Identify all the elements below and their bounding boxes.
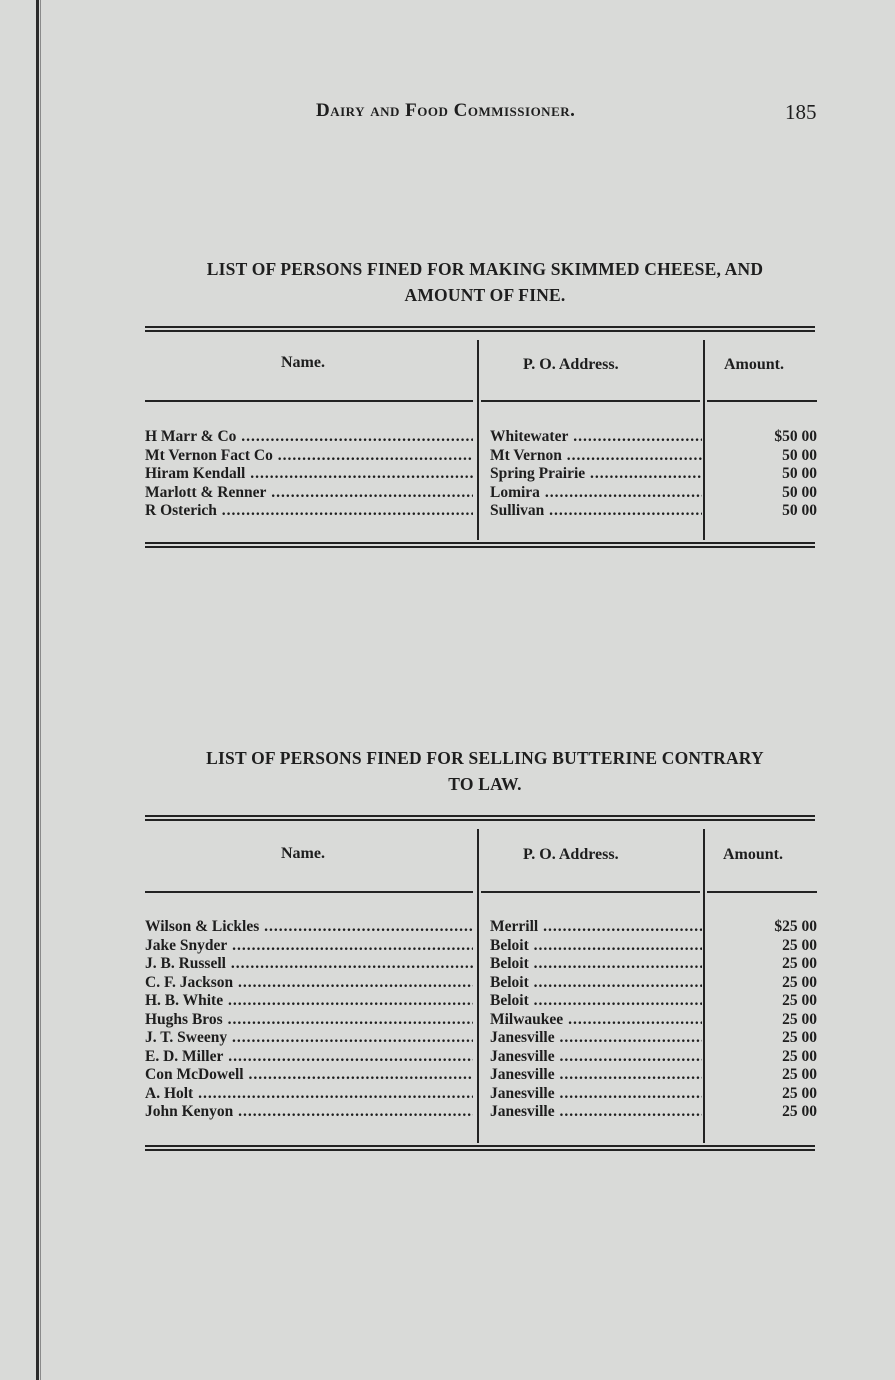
table2-top-rule bbox=[145, 815, 815, 821]
row-name: J. B. Russell ..... bbox=[145, 955, 473, 974]
table2-header-amount: Amount. bbox=[723, 846, 784, 863]
table2-header-address: P. O. Address. bbox=[523, 846, 619, 863]
table1-header-rule-address bbox=[481, 400, 700, 402]
page-binding-shadow bbox=[40, 0, 41, 1380]
row-amount: 25 00 bbox=[782, 1084, 817, 1102]
table-row bbox=[145, 1011, 817, 1030]
row-amount: 25 00 bbox=[782, 1010, 817, 1028]
row-address: Janesville ..... bbox=[490, 1048, 702, 1067]
table1-rows bbox=[145, 428, 817, 521]
table1-header-rule-amount bbox=[707, 400, 817, 402]
table-row bbox=[145, 465, 817, 484]
row-amount: 25 00 bbox=[782, 992, 817, 1009]
table2-title bbox=[140, 745, 830, 797]
row-amount: 50 00 bbox=[782, 483, 817, 501]
row-amount: 50 00 bbox=[782, 446, 817, 464]
table-row bbox=[145, 1048, 817, 1067]
row-name: E. D. Miller ..... bbox=[145, 1048, 473, 1067]
table-row bbox=[145, 484, 817, 503]
row-address: Beloit ..... bbox=[490, 937, 702, 956]
row-address: Janesville ..... bbox=[490, 1066, 702, 1085]
table1-header-rule-name bbox=[145, 400, 473, 402]
table-row bbox=[145, 1066, 817, 1085]
row-name: Con McDowell ..... bbox=[145, 1066, 473, 1085]
row-name: John Kenyon ..... bbox=[145, 1103, 473, 1122]
table1-header-address: P. O. Address. bbox=[523, 356, 619, 373]
row-address: Beloit ..... bbox=[490, 955, 702, 974]
row-name: Mt Vernon Fact Co ..... bbox=[145, 447, 473, 466]
row-name: A. Holt ..... bbox=[145, 1085, 473, 1104]
row-address: Milwaukee ..... bbox=[490, 1011, 702, 1030]
row-amount: 50 00 bbox=[782, 502, 817, 519]
table-row bbox=[145, 918, 817, 937]
table-row bbox=[145, 992, 817, 1011]
row-amount: $25 00 bbox=[774, 918, 817, 935]
table1-header-name: Name. bbox=[281, 354, 325, 371]
row-amount: 25 00 bbox=[782, 936, 817, 954]
table2-bottom-rule bbox=[145, 1145, 815, 1151]
row-address: Whitewater ..... bbox=[490, 428, 702, 447]
table2-header-rule-amount bbox=[707, 891, 817, 893]
row-address: Janesville ..... bbox=[490, 1029, 702, 1048]
row-address: Mt Vernon ..... bbox=[490, 447, 702, 466]
row-name: H. B. White ..... bbox=[145, 992, 473, 1011]
row-name: C. F. Jackson ..... bbox=[145, 974, 473, 993]
row-address: Beloit ..... bbox=[490, 992, 702, 1011]
row-address: Spring Prairie ..... bbox=[490, 465, 702, 484]
row-amount: 25 00 bbox=[782, 1047, 817, 1065]
table-row bbox=[145, 502, 817, 521]
running-head bbox=[0, 100, 895, 128]
row-address: Sullivan ..... bbox=[490, 502, 702, 521]
table2-header-rule-address bbox=[481, 891, 700, 893]
table-row bbox=[145, 937, 817, 956]
row-amount: $50 00 bbox=[774, 428, 817, 445]
row-address: Lomira ..... bbox=[490, 484, 702, 503]
row-amount: 50 00 bbox=[782, 465, 817, 482]
row-amount: 25 00 bbox=[782, 973, 817, 991]
row-amount: 25 00 bbox=[782, 1103, 817, 1120]
table-row bbox=[145, 428, 817, 447]
row-address: Merrill ..... bbox=[490, 918, 702, 937]
table2-header-rule-name bbox=[145, 891, 473, 893]
table1-title-line1: LIST OF PERSONS FINED FOR MAKING SKIMMED CHEESE, AND bbox=[206, 259, 764, 279]
row-name: Hiram Kendall ..... bbox=[145, 465, 473, 484]
table2-rows bbox=[145, 918, 817, 1122]
running-head-title: Dairy and Food Commissioner. bbox=[316, 100, 576, 121]
table1-title-line2: AMOUNT OF FINE. bbox=[404, 285, 566, 305]
table1-top-rule bbox=[145, 326, 815, 332]
table2-header-name: Name. bbox=[281, 845, 325, 862]
table-row bbox=[145, 1029, 817, 1048]
row-name: J. T. Sweeny ..... bbox=[145, 1029, 473, 1048]
row-name: Marlott & Renner ..... bbox=[145, 484, 473, 503]
table-row bbox=[145, 447, 817, 466]
table2-title-line1: LIST OF PERSONS FINED FOR SELLING BUTTERINE CONTRARY bbox=[206, 748, 764, 768]
row-amount: 25 00 bbox=[782, 1029, 817, 1046]
table2 bbox=[145, 815, 817, 1160]
row-name: Wilson & Lickles ..... bbox=[145, 918, 473, 937]
row-amount: 25 00 bbox=[782, 1066, 817, 1083]
row-address: Janesville ..... bbox=[490, 1085, 702, 1104]
table-row bbox=[145, 1103, 817, 1122]
table-row bbox=[145, 1085, 817, 1104]
row-name: Jake Snyder ..... bbox=[145, 937, 473, 956]
table1-title bbox=[140, 256, 830, 308]
table1 bbox=[145, 326, 817, 556]
table-row bbox=[145, 955, 817, 974]
table1-header-amount: Amount. bbox=[724, 356, 785, 373]
row-name: Hughs Bros ..... bbox=[145, 1011, 473, 1030]
page-number: 185 bbox=[785, 100, 817, 124]
table-row bbox=[145, 974, 817, 993]
row-name: H Marr & Co ..... bbox=[145, 428, 473, 447]
row-amount: 25 00 bbox=[782, 955, 817, 972]
row-name: R Osterich ..... bbox=[145, 502, 473, 521]
table1-bottom-rule bbox=[145, 542, 815, 548]
table2-title-line2: TO LAW. bbox=[448, 774, 522, 794]
row-address: Beloit ..... bbox=[490, 974, 702, 993]
row-address: Janesville ..... bbox=[490, 1103, 702, 1122]
page-binding-edge bbox=[36, 0, 39, 1380]
